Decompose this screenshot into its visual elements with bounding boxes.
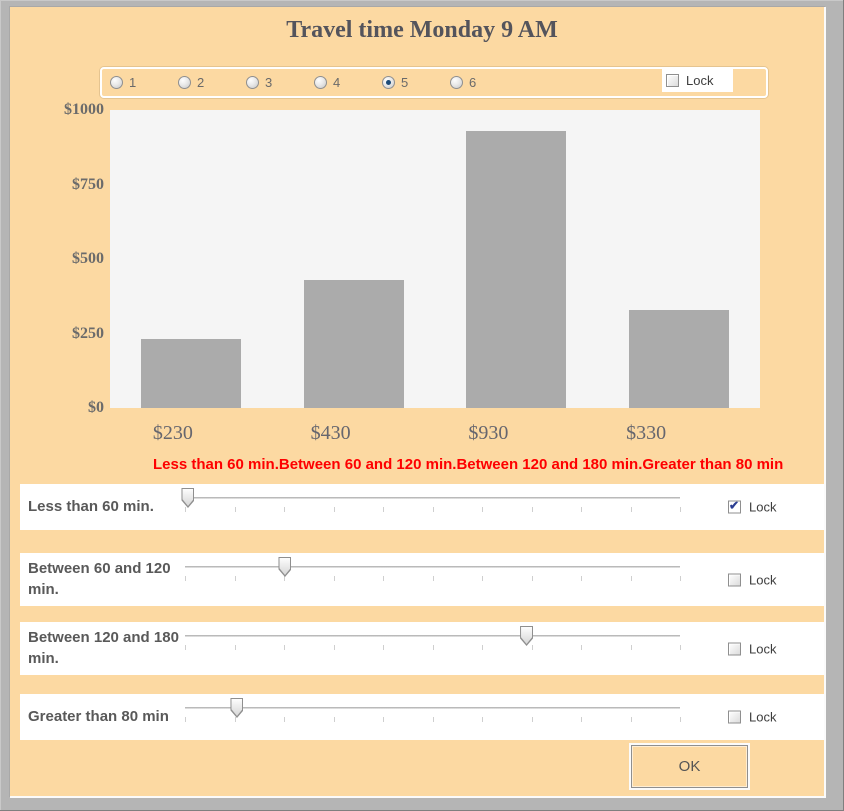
slider-tick-mark <box>631 576 632 581</box>
slider-tick-mark <box>433 645 434 650</box>
slider-row <box>20 484 824 530</box>
radio-option-label: 4 <box>333 75 341 90</box>
lock-checkbox[interactable] <box>666 74 679 87</box>
slider-tick-mark <box>334 507 335 512</box>
slider-tick-mark <box>383 717 384 722</box>
bar-value-label: $430 <box>310 422 351 444</box>
slider-tick-mark <box>383 507 384 512</box>
slider-tick-mark <box>383 576 384 581</box>
y-axis-tick-label: $1000 <box>64 101 104 118</box>
slider-track[interactable] <box>185 566 680 568</box>
slider-tick-mark <box>383 645 384 650</box>
chart-bar[interactable] <box>304 280 404 408</box>
chart-bar-slot <box>273 110 436 408</box>
chart-bar-slot <box>435 110 598 408</box>
radio-option-label: 1 <box>129 75 137 90</box>
lock-label: Lock <box>749 641 777 656</box>
ok-button[interactable]: OK <box>631 745 748 788</box>
slider-control[interactable] <box>185 626 680 656</box>
slider-tick-mark <box>631 507 632 512</box>
slider-tick-mark <box>680 645 681 650</box>
radio-option-3[interactable] <box>246 75 314 90</box>
slider-tick-mark <box>532 507 533 512</box>
y-axis-tick-label: $250 <box>72 324 104 342</box>
chart-bar[interactable] <box>141 339 241 408</box>
radio-selected-dot <box>386 80 391 85</box>
category-label: Greater than 80 min <box>642 456 784 473</box>
slider-tick-mark <box>581 576 582 581</box>
y-axis-tick-label: $750 <box>72 175 104 193</box>
slider-tick-mark <box>631 717 632 722</box>
slider-track[interactable] <box>185 497 680 499</box>
radio-button-icon[interactable] <box>178 76 191 89</box>
slider-tick-mark <box>680 576 681 581</box>
slider-thumb[interactable] <box>230 698 243 718</box>
radio-option-label: 5 <box>401 75 409 90</box>
bar-value-label: $930 <box>468 422 509 444</box>
slider-tick-mark <box>284 645 285 650</box>
slider-tick-mark <box>532 576 533 581</box>
slider-tick-mark <box>433 576 434 581</box>
slider-thumb[interactable] <box>278 557 291 577</box>
radio-option-label: 6 <box>469 75 477 90</box>
radio-option-4[interactable] <box>314 75 382 90</box>
slider-control[interactable] <box>185 488 680 518</box>
radio-button-icon[interactable] <box>246 76 259 89</box>
chart-bar-slot <box>110 110 273 408</box>
radio-button-icon[interactable] <box>450 76 463 89</box>
page-title: Travel time Monday 9 AM <box>286 17 558 43</box>
radio-option-2[interactable] <box>178 75 246 90</box>
slider-tick-mark <box>235 576 236 581</box>
slider-tick-mark <box>680 507 681 512</box>
slider-row <box>20 553 824 606</box>
bar-value-label: $330 <box>626 422 667 444</box>
slider-control[interactable] <box>185 698 680 728</box>
slider-thumb-face <box>182 489 193 506</box>
slider-tick-mark <box>284 717 285 722</box>
radio-button-icon[interactable] <box>382 76 395 89</box>
slider-tick-mark <box>185 645 186 650</box>
slider-tick-mark <box>334 645 335 650</box>
lock-control[interactable] <box>728 572 776 587</box>
slider-tick-mark <box>482 576 483 581</box>
chart-bar[interactable] <box>629 310 729 408</box>
y-axis-tick-label: $500 <box>72 250 104 267</box>
radio-option-label: 2 <box>197 75 205 90</box>
slider-row-label: Less than 60 min. <box>28 497 154 515</box>
slider-thumb-face <box>231 699 242 716</box>
radio-option-1[interactable] <box>110 75 178 90</box>
bar-value-label: $230 <box>152 422 193 444</box>
slider-row <box>20 622 824 675</box>
y-axis-tick-label: $0 <box>88 399 104 416</box>
chart-plot-area <box>110 110 760 408</box>
slider-tick-mark <box>581 507 582 512</box>
lock-checkbox[interactable] <box>728 711 741 724</box>
chart-bar[interactable] <box>466 131 566 408</box>
chart-category-labels <box>153 456 784 473</box>
slider-tick-mark <box>185 576 186 581</box>
lock-checkbox[interactable] <box>728 501 741 514</box>
slider-row <box>20 694 824 740</box>
slider-tick-mark <box>433 507 434 512</box>
slider-tick-mark <box>185 717 186 722</box>
chart-value-labels <box>94 422 725 445</box>
slider-thumb-face <box>521 627 532 644</box>
slider-tick-mark <box>482 645 483 650</box>
slider-tick-mark <box>581 645 582 650</box>
slider-tick-mark <box>334 717 335 722</box>
chart-bar-slot <box>598 110 761 408</box>
radio-button-icon[interactable] <box>314 76 327 89</box>
lock-checkbox[interactable] <box>728 573 741 586</box>
slider-tick-mark <box>284 507 285 512</box>
slider-track[interactable] <box>185 707 680 709</box>
slider-tick-mark <box>680 717 681 722</box>
radio-option-6[interactable] <box>450 75 518 90</box>
slider-tick-mark <box>482 717 483 722</box>
lock-control[interactable] <box>728 641 776 656</box>
slider-tick-mark <box>532 717 533 722</box>
selector-lock-control[interactable] <box>662 69 733 92</box>
slider-row-label: Between 120 and 180 min. <box>28 629 179 667</box>
category-label: Less than 60 min. <box>153 456 279 473</box>
slider-row-label: Greater than 80 min <box>28 707 169 725</box>
category-label: Between 120 and 180 min. <box>456 456 643 473</box>
slider-tick-mark <box>235 507 236 512</box>
slider-tick-mark <box>482 507 483 512</box>
slider-tick-mark <box>235 645 236 650</box>
lock-label: Lock <box>749 499 777 515</box>
lock-control[interactable] <box>728 710 776 725</box>
slider-row-label: Between 60 and 120 min. <box>28 560 171 598</box>
slider-rows <box>20 484 824 740</box>
slider-tick-mark <box>532 645 533 650</box>
chart-y-axis <box>28 101 104 417</box>
slider-control[interactable] <box>185 557 680 587</box>
slider-tick-mark <box>581 717 582 722</box>
slider-thumb[interactable] <box>181 488 194 508</box>
slider-tick-mark <box>185 507 186 512</box>
slider-tick-mark <box>631 645 632 650</box>
slider-tick-mark <box>433 717 434 722</box>
slider-tick-mark <box>235 717 236 722</box>
category-label: Between 60 and 120 min. <box>278 456 457 473</box>
scenario-selector-panel <box>100 67 768 98</box>
lock-label: Lock <box>749 572 777 587</box>
lock-checkbox[interactable] <box>728 642 741 655</box>
lock-control[interactable] <box>728 500 776 515</box>
lock-label: Lock <box>686 73 714 88</box>
radio-button-icon[interactable] <box>110 76 123 89</box>
slider-thumb[interactable] <box>520 626 533 646</box>
slider-thumb-face <box>279 558 290 575</box>
radio-option-5[interactable] <box>382 75 450 90</box>
radio-option-label: 3 <box>265 75 273 90</box>
slider-track[interactable] <box>185 635 680 637</box>
lock-label: Lock <box>749 709 777 725</box>
slider-tick-mark <box>334 576 335 581</box>
